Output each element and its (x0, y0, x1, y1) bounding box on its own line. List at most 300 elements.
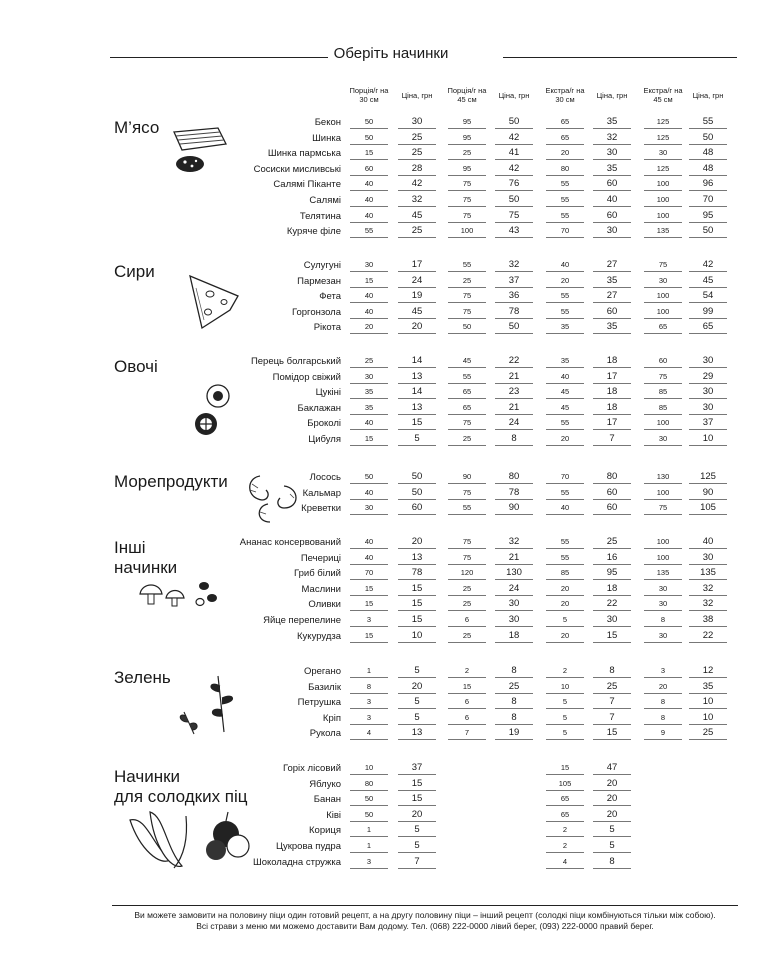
value-cell: 25 (448, 583, 486, 596)
value-cell: 43 (495, 225, 533, 238)
value-cell: 42 (398, 178, 436, 191)
value-cell: 50 (495, 321, 533, 334)
table-row (0, 147, 782, 163)
topping-name: Фета (319, 291, 341, 303)
value-cell: 30 (689, 552, 727, 565)
table-row (0, 386, 782, 402)
value-cell: 35 (689, 681, 727, 694)
value-cell: 6 (448, 712, 486, 725)
value-cell: 70 (350, 567, 388, 580)
value-cell: 15 (546, 762, 584, 775)
table-row (0, 402, 782, 418)
value-cell: 35 (593, 275, 631, 288)
topping-name: Ананас консервований (239, 537, 341, 548)
herbs-illustration (174, 672, 248, 738)
value-cell: 85 (546, 567, 584, 580)
value-cell: 25 (495, 681, 533, 694)
value-cell: 78 (398, 567, 436, 580)
value-cell: 32 (398, 194, 436, 207)
value-cell: 40 (350, 552, 388, 565)
value-cell: 10 (689, 433, 727, 446)
table-row (0, 487, 782, 503)
value-cell: 54 (689, 290, 727, 303)
value-cell: 90 (689, 487, 727, 500)
value-cell: 99 (689, 306, 727, 319)
value-cell: 24 (495, 417, 533, 430)
value-cell: 21 (495, 552, 533, 565)
table-row (0, 696, 782, 712)
value-cell: 75 (448, 290, 486, 303)
value-cell: 55 (546, 417, 584, 430)
value-cell: 32 (689, 598, 727, 611)
section-title: Начинки (114, 767, 181, 786)
value-cell: 75 (448, 194, 486, 207)
value-cell: 36 (495, 290, 533, 303)
value-cell: 50 (398, 487, 436, 500)
value-cell: 135 (644, 567, 682, 580)
topping-name: Рукола (309, 728, 341, 740)
table-row (0, 614, 782, 630)
value-cell: 60 (593, 502, 631, 515)
value-cell: 30 (350, 259, 388, 272)
value-cell: 27 (593, 259, 631, 272)
value-cell: 41 (495, 147, 533, 160)
value-cell: 19 (495, 727, 533, 740)
table-row (0, 630, 782, 646)
value-cell: 75 (644, 371, 682, 384)
value-cell: 3 (350, 696, 388, 709)
value-cell: 55 (689, 116, 727, 129)
value-cell: 95 (593, 567, 631, 580)
value-cell: 7 (398, 856, 436, 869)
section-title: Інші (114, 538, 146, 557)
value-cell: 40 (350, 536, 388, 549)
value-cell: 25 (448, 598, 486, 611)
value-cell: 40 (546, 371, 584, 384)
topping-name: Бекон (314, 117, 341, 128)
topping-name: Оливки (308, 599, 341, 611)
value-cell: 20 (593, 778, 631, 791)
value-cell: 55 (350, 225, 388, 238)
value-cell: 30 (593, 225, 631, 238)
table-row (0, 417, 782, 433)
value-cell: 105 (689, 502, 727, 515)
value-cell: 8 (350, 681, 388, 694)
value-cell: 15 (350, 275, 388, 288)
value-cell: 13 (398, 371, 436, 384)
value-cell: 18 (593, 402, 631, 415)
value-cell: 20 (593, 809, 631, 822)
value-cell: 78 (495, 306, 533, 319)
value-cell: 1 (350, 665, 388, 678)
value-cell: 120 (448, 567, 486, 580)
value-cell: 3 (350, 712, 388, 725)
topping-name: Яйце перепелине (263, 615, 341, 626)
value-cell: 60 (593, 306, 631, 319)
value-cell: 45 (448, 355, 486, 368)
table-row (0, 793, 782, 809)
value-cell: 100 (644, 178, 682, 191)
value-cell: 29 (689, 371, 727, 384)
value-cell: 50 (350, 793, 388, 806)
topping-name: Помідор свіжий (272, 371, 341, 383)
value-cell: 48 (689, 147, 727, 160)
value-cell: 76 (495, 178, 533, 191)
value-cell: 40 (350, 290, 388, 303)
table-row (0, 194, 782, 210)
topping-name: Салямі (309, 195, 341, 206)
value-cell: 40 (593, 194, 631, 207)
value-cell: 15 (448, 681, 486, 694)
value-cell: 16 (593, 552, 631, 565)
value-cell: 30 (495, 598, 533, 611)
value-cell: 19 (398, 290, 436, 303)
topping-name: Ківі (326, 809, 341, 821)
value-cell: 15 (398, 583, 436, 596)
value-cell: 32 (495, 536, 533, 549)
value-cell: 30 (593, 614, 631, 627)
value-cell: 28 (398, 163, 436, 176)
topping-name: Перець болгарський (250, 356, 341, 367)
value-cell: 20 (398, 321, 436, 334)
table-row (0, 665, 782, 681)
value-cell: 96 (689, 178, 727, 191)
column-header: Порція/г на 30 см (349, 86, 389, 104)
table-row (0, 536, 782, 552)
value-cell: 55 (546, 552, 584, 565)
topping-name: Шоколадна стружка (252, 856, 341, 868)
value-cell: 1 (350, 824, 388, 837)
value-cell: 130 (644, 471, 682, 484)
value-cell: 18 (593, 355, 631, 368)
topping-name: Сулугуні (303, 260, 341, 271)
table-row (0, 856, 782, 872)
value-cell: 3 (350, 614, 388, 627)
value-cell: 25 (398, 225, 436, 238)
value-cell: 20 (546, 598, 584, 611)
value-cell: 75 (448, 536, 486, 549)
table-row (0, 778, 782, 794)
sweet-fruits-illustration (126, 804, 252, 874)
seafood-illustration (242, 470, 302, 526)
value-cell: 5 (398, 696, 436, 709)
topping-name: Кальмар (302, 487, 341, 499)
value-cell: 20 (546, 433, 584, 446)
value-cell: 32 (689, 583, 727, 596)
table-row (0, 712, 782, 728)
value-cell: 60 (593, 210, 631, 223)
value-cell: 5 (398, 433, 436, 446)
value-cell: 85 (644, 386, 682, 399)
value-cell: 2 (546, 824, 584, 837)
value-cell: 20 (644, 681, 682, 694)
value-cell: 50 (689, 225, 727, 238)
value-cell: 60 (593, 178, 631, 191)
value-cell: 17 (593, 417, 631, 430)
table-row (0, 259, 782, 275)
value-cell: 8 (593, 665, 631, 678)
value-cell: 55 (448, 371, 486, 384)
topping-name: Броколі (307, 418, 341, 430)
table-row (0, 598, 782, 614)
value-cell: 30 (689, 402, 727, 415)
value-cell: 30 (644, 598, 682, 611)
table-row (0, 116, 782, 132)
value-cell: 95 (448, 116, 486, 129)
value-cell: 100 (644, 290, 682, 303)
value-cell: 30 (644, 275, 682, 288)
footer-note-2: Всі страви з меню ми можемо доставити Вам додому. Тел. (068) 222-0000 лівий берег, (093) 222-0000 правий берег. (196, 921, 654, 931)
value-cell: 80 (546, 163, 584, 176)
vegetables-illustration (192, 378, 242, 440)
table-row (0, 225, 782, 241)
value-cell: 50 (495, 116, 533, 129)
value-cell: 37 (398, 762, 436, 775)
value-cell: 24 (495, 583, 533, 596)
value-cell: 55 (448, 259, 486, 272)
value-cell: 55 (546, 210, 584, 223)
value-cell: 55 (448, 502, 486, 515)
value-cell: 40 (350, 306, 388, 319)
value-cell: 20 (398, 809, 436, 822)
value-cell: 80 (593, 471, 631, 484)
value-cell: 75 (448, 552, 486, 565)
value-cell: 27 (593, 290, 631, 303)
value-cell: 35 (546, 355, 584, 368)
topping-name: Куряче філе (286, 226, 341, 238)
value-cell: 135 (644, 225, 682, 238)
table-row (0, 762, 782, 778)
topping-name: Базилік (308, 681, 341, 693)
topping-name: Телятина (299, 210, 341, 222)
topping-name: Кукурудза (297, 630, 341, 642)
value-cell: 15 (350, 630, 388, 643)
value-cell: 13 (398, 727, 436, 740)
value-cell: 65 (448, 386, 486, 399)
column-header: Порція/г на 45 см (447, 86, 487, 104)
table-row (0, 583, 782, 599)
value-cell: 25 (350, 355, 388, 368)
value-cell: 100 (644, 417, 682, 430)
value-cell: 30 (644, 433, 682, 446)
value-cell: 80 (350, 778, 388, 791)
value-cell: 1 (350, 840, 388, 853)
value-cell: 55 (546, 290, 584, 303)
value-cell: 60 (644, 355, 682, 368)
value-cell: 20 (398, 681, 436, 694)
value-cell: 22 (593, 598, 631, 611)
table-row (0, 210, 782, 226)
table-row (0, 681, 782, 697)
value-cell: 2 (546, 840, 584, 853)
value-cell: 65 (546, 809, 584, 822)
value-cell: 65 (546, 132, 584, 145)
value-cell: 8 (593, 856, 631, 869)
value-cell: 8 (495, 696, 533, 709)
value-cell: 105 (546, 778, 584, 791)
topping-name: Яблуко (309, 778, 341, 790)
value-cell: 25 (448, 630, 486, 643)
value-cell: 25 (448, 147, 486, 160)
value-cell: 45 (398, 306, 436, 319)
section-title: Сири (114, 262, 155, 281)
value-cell: 6 (448, 696, 486, 709)
topping-name: Гриб білий (294, 568, 341, 580)
value-cell: 45 (689, 275, 727, 288)
value-cell: 50 (689, 132, 727, 145)
table-row (0, 306, 782, 322)
value-cell: 15 (398, 793, 436, 806)
section-title: Морепродукти (114, 472, 228, 491)
value-cell: 8 (644, 696, 682, 709)
section-title: для солодких піц (114, 787, 248, 806)
value-cell: 7 (593, 433, 631, 446)
value-cell: 50 (448, 321, 486, 334)
table-row (0, 275, 782, 291)
value-cell: 70 (689, 194, 727, 207)
value-cell: 100 (644, 194, 682, 207)
value-cell: 17 (398, 259, 436, 272)
value-cell: 40 (546, 259, 584, 272)
value-cell: 20 (546, 147, 584, 160)
table-row (0, 371, 782, 387)
value-cell: 20 (398, 536, 436, 549)
value-cell: 42 (495, 163, 533, 176)
value-cell: 125 (644, 116, 682, 129)
value-cell: 75 (448, 306, 486, 319)
column-header: Ціна, грн (498, 91, 530, 100)
value-cell: 9 (644, 727, 682, 740)
topping-name: Цукрова пудра (275, 841, 341, 852)
topping-name: Горгонзола (291, 306, 341, 318)
value-cell: 80 (495, 471, 533, 484)
column-header: Екстра/г на 45 см (643, 86, 683, 104)
value-cell: 15 (350, 583, 388, 596)
table-row (0, 355, 782, 371)
topping-name: Рікота (313, 322, 341, 334)
value-cell: 35 (593, 163, 631, 176)
value-cell: 75 (644, 502, 682, 515)
value-cell: 8 (495, 665, 533, 678)
value-cell: 14 (398, 355, 436, 368)
value-cell: 4 (546, 856, 584, 869)
value-cell: 15 (398, 417, 436, 430)
table-row (0, 132, 782, 148)
value-cell: 15 (398, 598, 436, 611)
value-cell: 5 (398, 712, 436, 725)
value-cell: 35 (350, 386, 388, 399)
value-cell: 5 (398, 665, 436, 678)
value-cell: 78 (495, 487, 533, 500)
value-cell: 18 (593, 386, 631, 399)
value-cell: 125 (644, 163, 682, 176)
value-cell: 75 (448, 487, 486, 500)
value-cell: 5 (546, 696, 584, 709)
table-row (0, 824, 782, 840)
value-cell: 75 (448, 417, 486, 430)
table-row (0, 433, 782, 449)
value-cell: 38 (689, 614, 727, 627)
section-title: М’ясо (114, 118, 160, 137)
value-cell: 18 (593, 583, 631, 596)
value-cell: 22 (495, 355, 533, 368)
value-cell: 42 (689, 259, 727, 272)
value-cell: 8 (644, 712, 682, 725)
value-cell: 21 (495, 371, 533, 384)
value-cell: 50 (350, 809, 388, 822)
topping-name: Горіх лісовий (282, 763, 341, 774)
value-cell: 50 (398, 471, 436, 484)
value-cell: 85 (644, 402, 682, 415)
mushrooms-illustration (138, 576, 218, 612)
value-cell: 23 (495, 386, 533, 399)
value-cell: 25 (398, 132, 436, 145)
table-row (0, 321, 782, 337)
value-cell: 40 (689, 536, 727, 549)
value-cell: 7 (593, 696, 631, 709)
value-cell: 42 (495, 132, 533, 145)
value-cell: 5 (398, 840, 436, 853)
table-row (0, 809, 782, 825)
value-cell: 5 (593, 840, 631, 853)
value-cell: 7 (593, 712, 631, 725)
value-cell: 35 (350, 402, 388, 415)
value-cell: 45 (546, 402, 584, 415)
section-title: Зелень (114, 668, 171, 687)
value-cell: 90 (448, 471, 486, 484)
value-cell: 95 (689, 210, 727, 223)
value-cell: 95 (448, 132, 486, 145)
value-cell: 32 (495, 259, 533, 272)
value-cell: 24 (398, 275, 436, 288)
value-cell: 15 (350, 147, 388, 160)
value-cell: 25 (593, 536, 631, 549)
value-cell: 12 (689, 665, 727, 678)
value-cell: 22 (689, 630, 727, 643)
value-cell: 55 (546, 178, 584, 191)
value-cell: 7 (448, 727, 486, 740)
value-cell: 4 (350, 727, 388, 740)
value-cell: 8 (495, 433, 533, 446)
value-cell: 125 (689, 471, 727, 484)
footer-divider (112, 905, 738, 906)
value-cell: 100 (644, 536, 682, 549)
value-cell: 30 (644, 583, 682, 596)
value-cell: 17 (593, 371, 631, 384)
value-cell: 65 (546, 116, 584, 129)
table-row (0, 163, 782, 179)
value-cell: 70 (546, 225, 584, 238)
value-cell: 130 (495, 567, 533, 580)
value-cell: 20 (546, 275, 584, 288)
cheese-illustration (186, 270, 242, 332)
value-cell: 100 (644, 210, 682, 223)
value-cell: 37 (689, 417, 727, 430)
topping-name: Печериці (300, 552, 341, 564)
value-cell: 75 (448, 210, 486, 223)
value-cell: 30 (398, 116, 436, 129)
value-cell: 10 (398, 630, 436, 643)
value-cell: 3 (350, 856, 388, 869)
value-cell: 55 (546, 536, 584, 549)
value-cell: 90 (495, 502, 533, 515)
value-cell: 40 (350, 194, 388, 207)
value-cell: 50 (350, 132, 388, 145)
value-cell: 40 (350, 417, 388, 430)
value-cell: 40 (350, 210, 388, 223)
value-cell: 35 (593, 116, 631, 129)
value-cell: 45 (398, 210, 436, 223)
